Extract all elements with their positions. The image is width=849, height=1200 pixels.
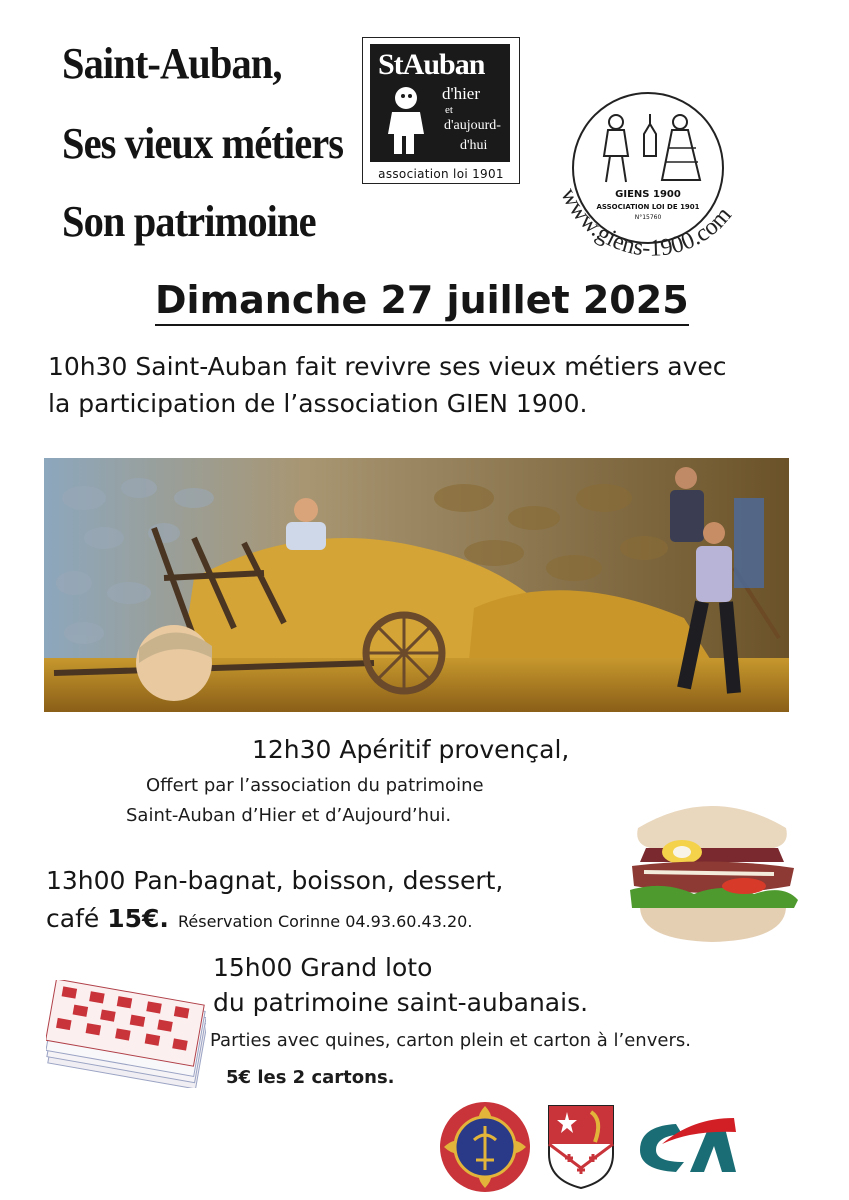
loto-cards-image (46, 980, 206, 1088)
event3-price: 15€. (107, 904, 169, 933)
logo-line-1: d'hier (442, 84, 480, 103)
old-trades-photo (44, 458, 789, 712)
title-line-1: Saint-Auban, (62, 39, 282, 88)
saint-auban-coat-of-arms (547, 1104, 615, 1190)
giens-number: N°15760 (634, 214, 662, 221)
credit-agricole-logo (632, 1110, 742, 1180)
event-date: Dimanche 27 juillet 2025 (155, 278, 689, 326)
saint-auban-association-logo (362, 37, 520, 184)
event4-line1: 15h00 Grand loto (213, 953, 433, 982)
logo-line-4: d'hui (460, 138, 488, 153)
event4-line2: du patrimoine saint-aubanais. (213, 988, 589, 1017)
svg-text:www.giens-1900.com (555, 184, 737, 262)
event3-cafe: café (46, 904, 108, 933)
logo-line-3: d'aujourd- (444, 118, 501, 133)
child-figure-icon (384, 84, 434, 156)
title-line-3: Son patrimoine (62, 197, 316, 246)
event4-price: 5€ les 2 cartons. (226, 1067, 395, 1088)
pan-bagnat-image (624, 790, 800, 950)
giens-assoc: ASSOCIATION LOI DE 1901 (596, 203, 700, 211)
logo-caption: association loi 1901 (378, 167, 504, 181)
event3-line1: 13h00 Pan-bagnat, boisson, dessert, (46, 866, 504, 895)
logo-brand: StAuban (378, 48, 485, 81)
event2-line1: Offert par l’association du patrimoine (146, 775, 484, 796)
event3-line2 (46, 904, 472, 933)
title-line-2: Ses vieux métiers (62, 119, 344, 168)
logo-line-2: et (445, 104, 453, 116)
patrimoine-emblem-logo (438, 1100, 532, 1194)
giens-url: www.giens-1900.com (555, 184, 737, 262)
event3-reservation: Réservation Corinne 04.93.60.43.20. (177, 912, 473, 931)
event2-title: 12h30 Apéritif provençal, (252, 735, 570, 764)
event1-line2: la participation de l’association GIEN 1900. (48, 389, 588, 418)
event1-line1: 10h30 Saint-Auban fait revivre ses vieux métiers avec (48, 352, 727, 381)
event4-line3: Parties avec quines, carton plein et carton à l’envers. (210, 1030, 691, 1051)
giens-url-arc (540, 150, 760, 280)
giens-name: GIENS 1900 (615, 189, 681, 200)
event2-line2: Saint-Auban d’Hier et d’Aujourd’hui. (126, 805, 452, 826)
